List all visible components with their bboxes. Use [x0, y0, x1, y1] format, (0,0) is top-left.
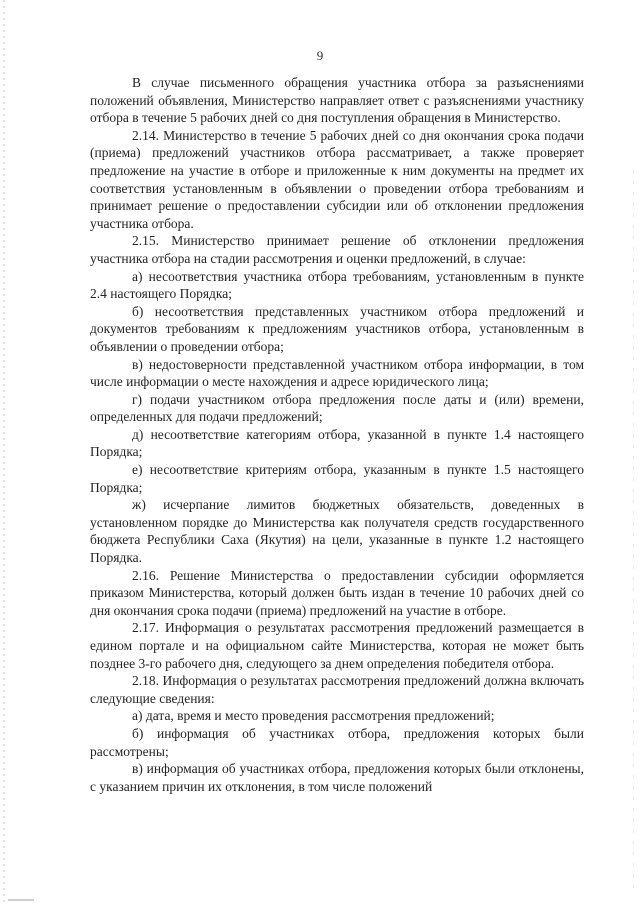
scan-margin-right: [633, 170, 634, 890]
paragraph-2-15-d: д) несоответствие категориям отбора, указанной в пункте 1.4 настоящего Порядка;: [90, 426, 584, 460]
paragraph-2-15-v: в) недостоверности представленной участником отбора информации, в том числе информации о месте нахождения и адресе юридического лица;: [90, 356, 584, 390]
scan-margin-left: [3, 0, 5, 905]
paragraph-2-15-b: б) несоответствия представленных участником отбора предложений и документов требованиям к предложениям участников отбора, установленным в объявлении о проведении отбора;: [90, 303, 584, 354]
document-body: [90, 74, 584, 795]
paragraph-2-18-b: б) информация об участниках отбора, предложения которых были рассмотрены;: [90, 725, 584, 759]
paragraph-2-18-v: в) информация об участниках отбора, предложения которых были отклонены, с указанием причин их отклонения, в том числе положений: [90, 761, 584, 794]
paragraph-clarification: В случае письменного обращения участника отбора за разъяснениями положений объявления, Министерство направляет ответ с разъяснениями участнику отбора в течение 5 рабочих дней со дня поступления обращения в Министерство.: [90, 75, 584, 126]
paragraph-2-15-a: а) несоответствия участника отбора требованиям, установленным в пункте 2.4 настоящего Порядка;: [90, 268, 584, 302]
paragraph-2-14: 2.14. Министерство в течение 5 рабочих дней со дня окончания срока подачи (приема) предложений участников отбора рассматривает, а также проверяет предложение на участие в отборе и приложенные к ним документы на предмет их соответствия установленным в объявлении о проведении отбора требованиям и принимает решение о предоставлении субсидии или об отклонении предложения участника отбора.: [90, 127, 584, 231]
paragraph-2-15-g: г) подачи участником отбора предложения после даты и (или) времени, определенных для подачи предложений;: [90, 391, 584, 425]
paragraph-2-15-e: е) несоответствие критериям отбора, указанным в пункте 1.5 настоящего Порядка;: [90, 462, 584, 495]
paragraph-2-15-zh: ж) исчерпание лимитов бюджетных обязательств, доведенных в установленном порядке до Министерства как получателя средств государственного бюджета Республики Саха (Якутия) на цели, указанные в пункте 1.2 настоящего Порядка.: [90, 497, 584, 566]
page-number: 9: [316, 48, 324, 63]
paragraph-2-15: 2.15. Министерство принимает решение об отклонении предложения участника отбора на стадии рассмотрения и оценки предложений, в случае:: [90, 233, 584, 266]
paragraph-2-17: 2.17. Информация о результатах рассмотрения предложений размещается в едином портале и на официальном сайте Министерства, которая не может быть позднее 3-го рабочего дня, следующего за днем определения победителя отбора.: [90, 620, 584, 671]
paragraph-2-18-a: а) дата, время и место проведения рассмотрения предложений;: [132, 708, 495, 724]
paragraph-2-16: 2.16. Решение Министерства о предоставлении субсидии оформляется приказом Министерства, который должен быть издан в течение 10 рабочих дней со дня окончания срока подачи (приема) предложений на участие в отборе.: [90, 567, 584, 618]
paragraph-2-18: 2.18. Информация о результатах рассмотрения предложений должна включать следующие сведения:: [90, 673, 584, 706]
scan-mark: [8, 899, 34, 901]
